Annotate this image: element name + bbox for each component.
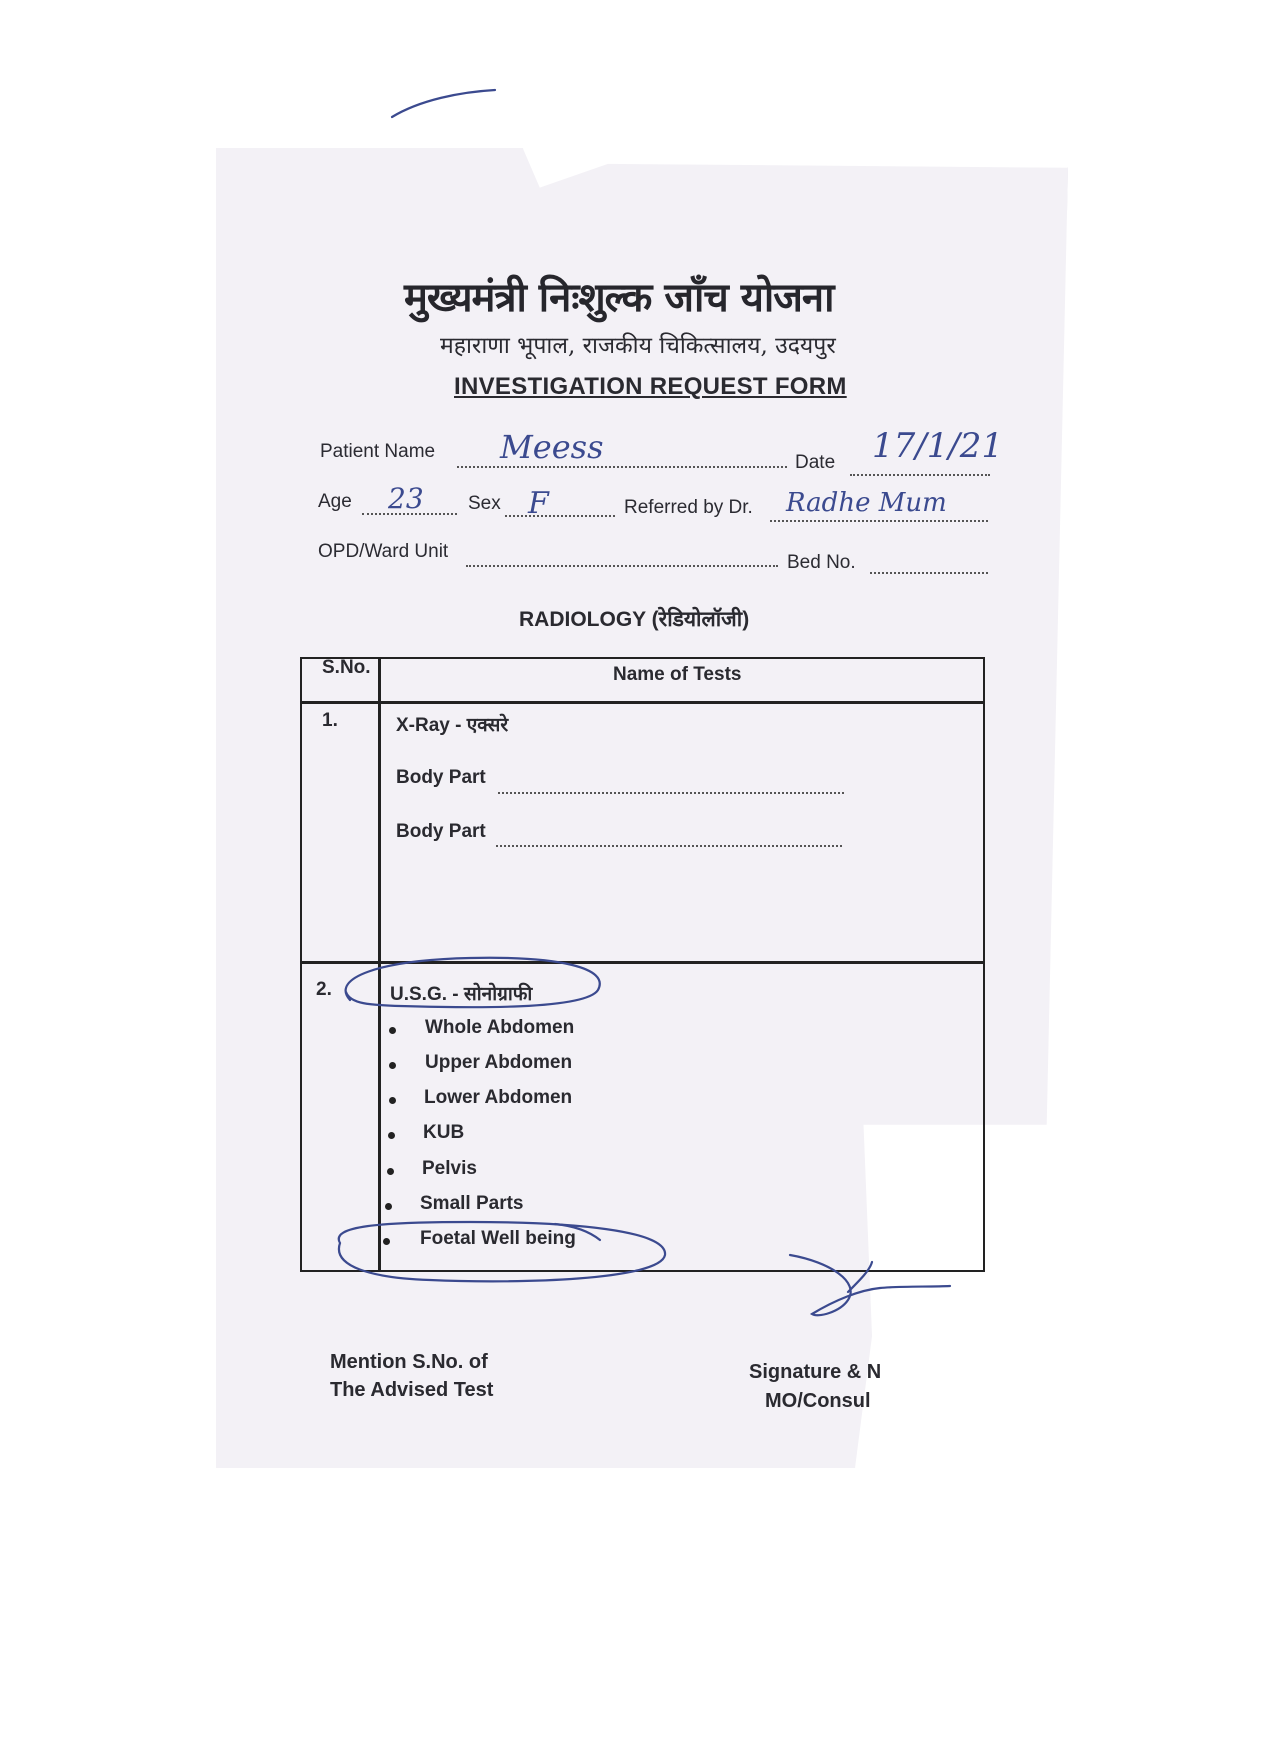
sex-line <box>505 515 615 517</box>
footer-mention-line1: Mention S.No. of <box>330 1351 488 1373</box>
column-header-tests: Name of Tests <box>613 664 742 685</box>
usg-option-foetal-well-being[interactable]: Foetal Well being <box>420 1228 576 1249</box>
opd-ward-line[interactable] <box>466 565 778 567</box>
bullet-icon <box>383 1238 390 1245</box>
bed-no-line[interactable] <box>870 572 988 574</box>
radiology-heading: RADIOLOGY (रेडियोलॉजी) <box>519 608 750 631</box>
row2-sno: 2. <box>316 979 332 1000</box>
bed-no-label: Bed No. <box>787 552 856 573</box>
usg-option-small-parts[interactable]: Small Parts <box>420 1193 524 1214</box>
date-value[interactable]: 17/1/21 <box>872 426 1004 466</box>
row-divider <box>302 961 983 964</box>
referred-by-line <box>770 520 988 522</box>
usg-option-upper-abdomen[interactable]: Upper Abdomen <box>425 1052 573 1073</box>
form-title: INVESTIGATION REQUEST FORM <box>454 373 847 400</box>
bullet-icon <box>389 1062 396 1069</box>
bullet-icon <box>389 1097 396 1104</box>
header-divider <box>302 701 983 704</box>
patient-name-value[interactable]: Meess <box>500 428 604 466</box>
date-label: Date <box>795 452 836 473</box>
age-value[interactable]: 23 <box>388 482 424 515</box>
date-line <box>850 474 990 476</box>
row1-sno: 1. <box>322 710 338 731</box>
footer-mention-line2: The Advised Test <box>330 1379 494 1401</box>
usg-option-kub[interactable]: KUB <box>423 1122 465 1143</box>
xray-title: X-Ray - एक्सरे <box>396 715 509 736</box>
usg-option-whole-abdomen[interactable]: Whole Abdomen <box>425 1017 575 1038</box>
usg-option-lower-abdomen[interactable]: Lower Abdomen <box>424 1087 573 1108</box>
bullet-icon <box>388 1132 395 1139</box>
body-part-label-2: Body Part <box>396 821 486 842</box>
usg-option-pelvis[interactable]: Pelvis <box>422 1158 477 1179</box>
referred-by-value[interactable]: Radhe Mum <box>786 488 947 518</box>
footer-signature-line2: MO/Consul <box>765 1390 871 1412</box>
sex-label: Sex <box>468 493 501 514</box>
age-label: Age <box>318 491 352 512</box>
patient-name-label: Patient Name <box>320 441 436 462</box>
hospital-subtitle: महाराणा भूपाल, राजकीय चिकित्सालय, उदयपुर <box>440 333 836 359</box>
bullet-icon <box>385 1203 392 1210</box>
top-arrow-mark <box>392 90 495 117</box>
bullet-icon <box>389 1027 396 1034</box>
sex-value[interactable]: F <box>528 486 549 521</box>
footer-signature-line1: Signature & N <box>749 1361 882 1383</box>
column-header-sno: S.No. <box>322 657 371 678</box>
usg-title: U.S.G. - सोनोग्राफी <box>390 984 533 1005</box>
opd-ward-label: OPD/Ward Unit <box>318 541 449 562</box>
referred-by-label: Referred by Dr. <box>624 497 753 518</box>
body-part-line-1[interactable] <box>498 792 844 794</box>
scheme-title: मुख्यमंत्री निःशुल्क जाँच योजना <box>404 274 834 321</box>
patient-name-line <box>457 466 787 468</box>
body-part-line-2[interactable] <box>496 845 842 847</box>
column-divider <box>378 659 381 1270</box>
bullet-icon <box>387 1168 394 1175</box>
tests-table <box>300 657 985 1272</box>
body-part-label-1: Body Part <box>396 767 486 788</box>
